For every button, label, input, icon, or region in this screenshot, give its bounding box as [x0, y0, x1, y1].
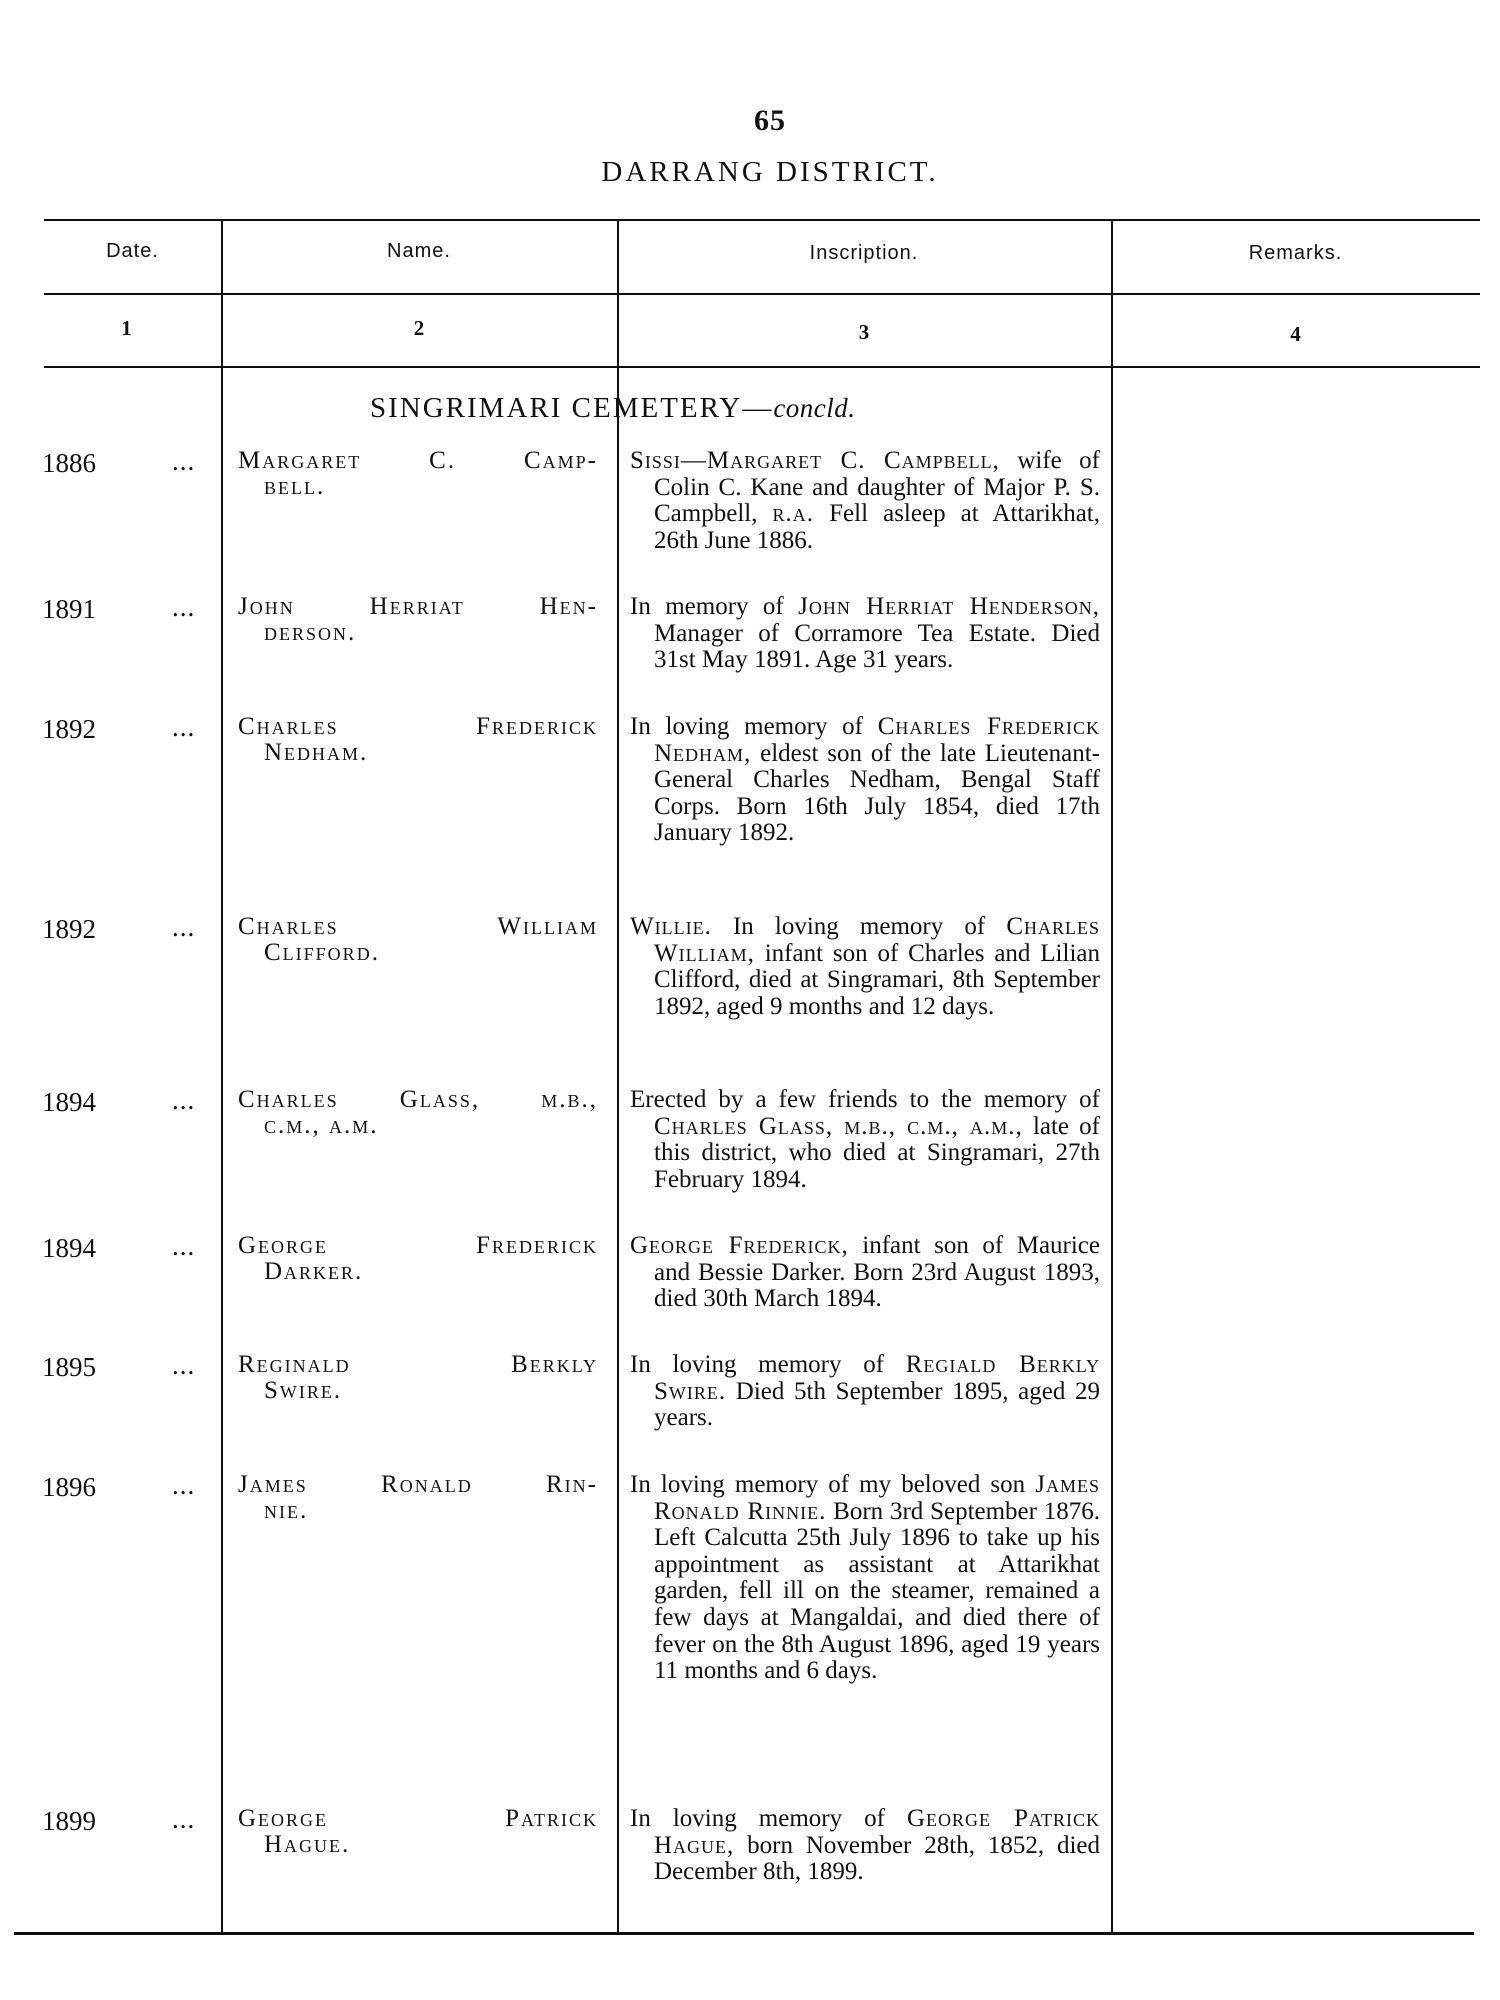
- row-dots: ...: [172, 1231, 196, 1261]
- inscription-text: Born 3rd September 1876. Left Calcutta 25th July 1896 to take up his appointment as assistant at Attarikhat garden, fell ill on the steamer, remained a few days at Mangaldai, and died there of fever on the 8th August 1896, aged 19 years 11 months and 6 days.: [654, 1497, 1101, 1685]
- row-name-line1: Charles Glass, m.b.,: [238, 1086, 598, 1113]
- inscription-text: Erected by a few friends to the memory of: [630, 1086, 1100, 1113]
- header-date: Date.: [106, 240, 159, 262]
- row-dots: ...: [172, 712, 196, 742]
- row-name: [238, 448, 598, 500]
- row-name-line1: James Ronald Rin-: [238, 1471, 598, 1498]
- row-name-line2: Swire.: [264, 1377, 343, 1404]
- row-name-line2: bell.: [264, 473, 326, 500]
- row-name-line2: Clifford.: [264, 939, 380, 966]
- inscription-name-text: Charles Glass, m.b., c.m., a.m.,: [654, 1112, 1023, 1140]
- row-date: 1892: [42, 714, 96, 744]
- row-name-line2: Hague.: [264, 1831, 351, 1858]
- row-name-line1: Reginald Berkly: [238, 1351, 598, 1378]
- row-inscription: [630, 1806, 1100, 1886]
- row-name-line2: nie.: [264, 1497, 309, 1524]
- row-dots: ...: [172, 1804, 196, 1834]
- row-date: 1894: [42, 1087, 96, 1117]
- inscription-name-text: George Frederick,: [630, 1232, 849, 1259]
- inscription-name-text: Sissi—Margaret C. Campbell,: [630, 447, 1000, 474]
- row-inscription: [630, 1472, 1100, 1685]
- row-dots: ...: [172, 1350, 196, 1380]
- row-date: 1896: [42, 1472, 96, 1502]
- row-date: 1891: [42, 594, 96, 624]
- row-name-line2: c.m., a.m.: [264, 1112, 379, 1139]
- inscription-text: In memory of: [630, 593, 799, 620]
- row-name: [238, 1352, 598, 1404]
- row-date: 1886: [42, 448, 96, 478]
- inscription-text: In loving memory of my beloved son: [630, 1471, 1036, 1498]
- inscription-text: In loving memory of: [630, 1805, 907, 1832]
- inscription-text: Manager of Corramore Tea Estate. Died 31st May 1891. Age 31 years.: [654, 619, 1100, 674]
- row-date: 1894: [42, 1233, 96, 1263]
- header-inscription: Inscription.: [809, 242, 919, 264]
- inscription-name-text: Charles Frederick Nedham,: [654, 713, 1100, 767]
- row-name: [238, 1087, 598, 1139]
- inscription-name-text: Charles William,: [654, 913, 1100, 967]
- row-dots: ...: [172, 1085, 196, 1115]
- inscription-text: In loving memory of: [711, 913, 1007, 940]
- row-dots: ...: [172, 446, 196, 476]
- inscription-text: eldest son of the late Lieutenant-General Charles Nedham, Bengal Staff Corps. Born 16th July 1854, died 17th January 1892.: [654, 739, 1100, 847]
- numbers-bottom-rule: [44, 366, 1480, 368]
- row-inscription: [630, 914, 1100, 1020]
- row-dots: ...: [172, 592, 196, 622]
- row-inscription: [630, 448, 1100, 554]
- row-inscription: [630, 1233, 1100, 1313]
- inscription-text: In loving memory of: [630, 713, 878, 740]
- inscription-name-text: John Herriat Henderson,: [798, 593, 1101, 620]
- row-inscription: [630, 1087, 1100, 1193]
- inscription-text: Died 5th September 1895, aged 29 years.: [654, 1377, 1100, 1432]
- column-divider-3: [1111, 221, 1113, 1932]
- row-name: [238, 914, 598, 966]
- row-name: [238, 1806, 598, 1858]
- row-name: [238, 1233, 598, 1285]
- column-divider-2: [617, 221, 619, 1932]
- row-name-line1: John Herriat Hen-: [238, 593, 598, 620]
- inscription-text: born November 28th, 1852, died December 8th, 1899.: [654, 1831, 1100, 1886]
- inscription-text: late of this district, who died at Singramari, 27th February 1894.: [654, 1112, 1100, 1193]
- inscription-text: Fell asleep at Attarikhat, 26th June 1886.: [654, 500, 1100, 554]
- inscription-name-text: George Patrick Hague,: [654, 1805, 1100, 1859]
- column-number-4: 4: [1290, 322, 1301, 346]
- row-name: [238, 714, 598, 766]
- section-title: [370, 392, 856, 425]
- row-name-line1: Charles William: [238, 913, 598, 940]
- header-remarks: Remarks.: [1248, 242, 1343, 264]
- row-name-line1: George Frederick: [238, 1232, 598, 1259]
- row-name-line1: Margaret C. Camp-: [238, 447, 598, 474]
- table-top-rule: [44, 219, 1480, 221]
- header-name: Name.: [387, 240, 451, 262]
- inscription-name-text: Regiald Berkly Swire.: [654, 1351, 1100, 1405]
- section-title-main: SINGRIMARI CEMETERY—: [370, 392, 774, 424]
- inscription-name-text: Willie.: [630, 913, 712, 940]
- row-inscription: [630, 594, 1100, 674]
- row-name-line1: George Patrick: [238, 1805, 598, 1832]
- page-title: DARRANG DISTRICT.: [601, 156, 939, 188]
- header-bottom-rule: [44, 293, 1480, 295]
- page-number: 65: [754, 104, 786, 137]
- row-date: 1895: [42, 1352, 96, 1382]
- inscription-text: wife of Colin C. Kane and daughter of Major P. S. Campbell,: [654, 447, 1100, 528]
- section-title-suffix: concld.: [773, 393, 856, 423]
- row-name: [238, 594, 598, 646]
- inscription-name-text: James Ronald Rinnie.: [654, 1471, 1100, 1525]
- column-number-2: 2: [413, 316, 425, 340]
- table-bottom-rule: [14, 1932, 1474, 1935]
- row-name-line2: Darker.: [264, 1258, 364, 1285]
- row-name-line2: Nedham.: [264, 739, 369, 766]
- column-number-1: 1: [121, 316, 132, 340]
- inscription-text: infant son of Maurice and Bessie Darker. Born 23rd August 1893, died 30th March 1894.: [654, 1232, 1101, 1313]
- inscription-text: infant son of Charles and Lilian Clifford, died at Singramari, 8th September 1892, aged 9 months and 12 days.: [654, 939, 1100, 1020]
- column-divider-1: [221, 221, 223, 1932]
- row-name-line2: derson.: [264, 619, 357, 646]
- row-name-line1: Charles Frederick: [238, 713, 598, 740]
- row-inscription: [630, 714, 1100, 847]
- column-number-3: 3: [858, 320, 870, 344]
- row-name: [238, 1472, 598, 1524]
- inscription-text: In loving memory of: [630, 1351, 906, 1378]
- row-date: 1899: [42, 1806, 96, 1836]
- inscription-name-text: r.a.: [772, 500, 815, 528]
- row-dots: ...: [172, 912, 196, 942]
- row-date: 1892: [42, 914, 96, 944]
- row-dots: ...: [172, 1470, 196, 1500]
- row-inscription: [630, 1352, 1100, 1432]
